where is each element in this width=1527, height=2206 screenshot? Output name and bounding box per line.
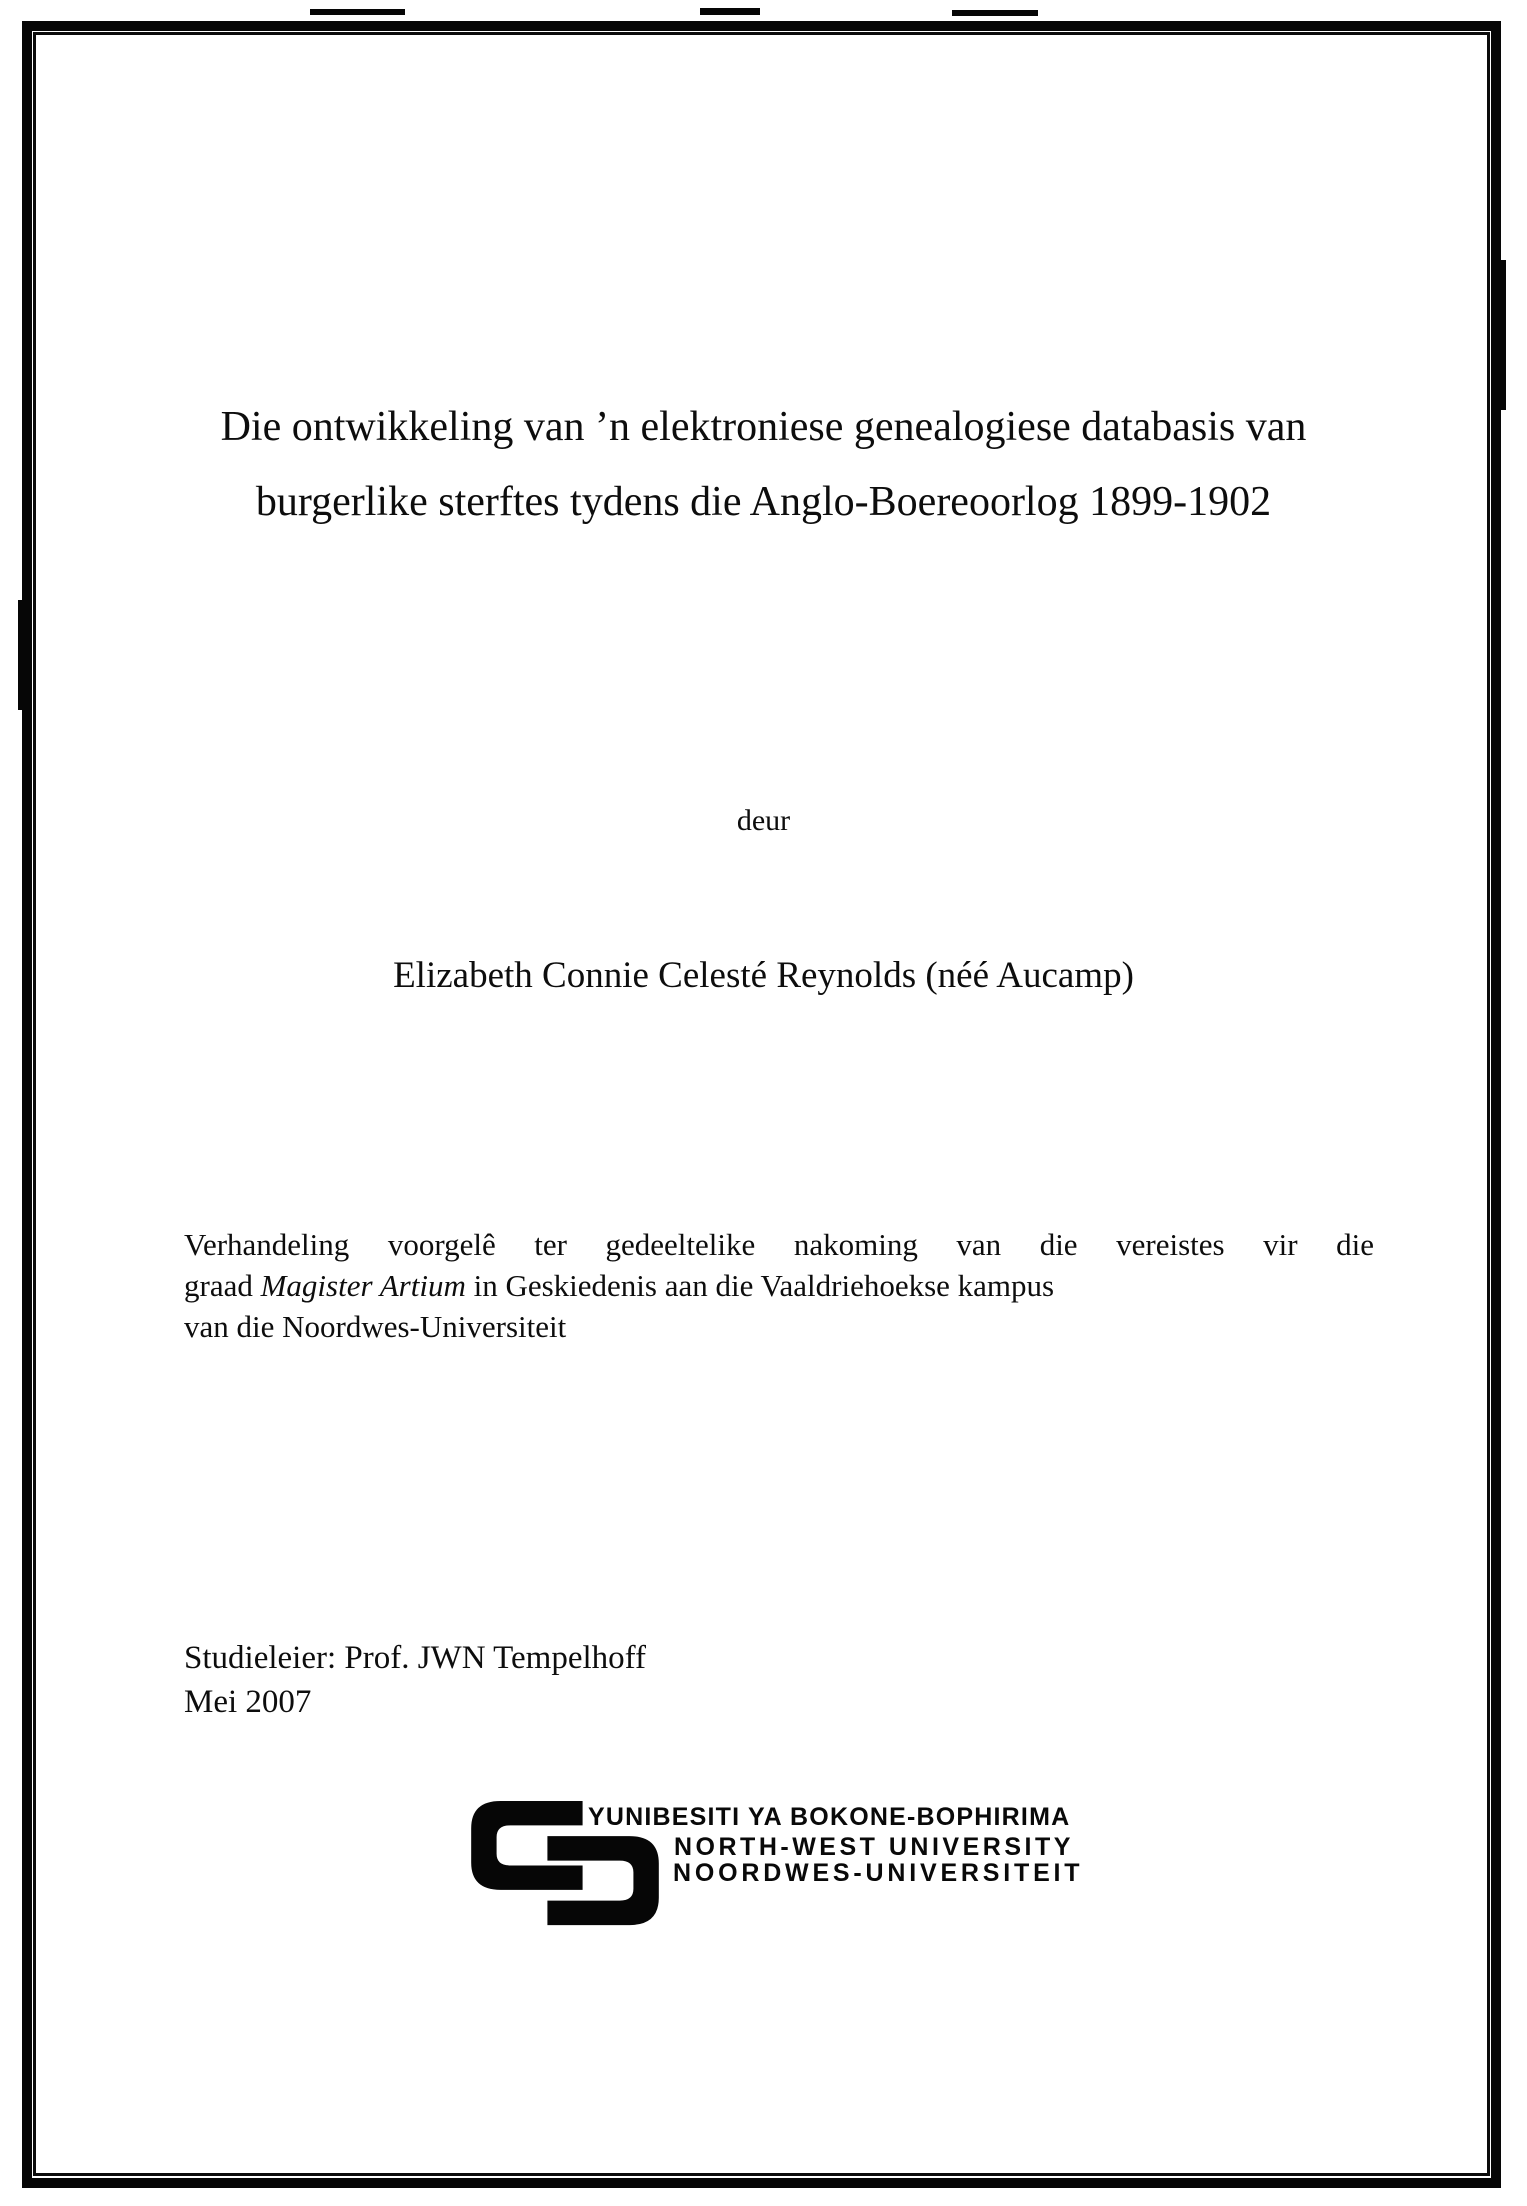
degree-statement-line2-prefix: graad xyxy=(184,1268,261,1303)
degree-statement-line2 xyxy=(184,1265,1374,1306)
degree-statement xyxy=(184,1224,1374,1347)
logo-text-setswana: YUNIBESITI YA BOKONE-BOPHIRIMA xyxy=(588,1803,1071,1831)
scan-artifact xyxy=(1494,260,1506,410)
scan-artifact xyxy=(18,600,32,710)
thesis-title-line1: Die ontwikkeling van ’n elektroniese genealogiese databasis van xyxy=(220,404,1307,450)
university-logo xyxy=(467,1799,1107,1939)
byline-deur: deur xyxy=(736,804,791,837)
scan-artifact xyxy=(952,10,1038,16)
degree-statement-line2-suffix: in Geskiedenis aan die Vaaldriehoekse kampus xyxy=(465,1268,1055,1303)
logo-text-english: NORTH-WEST UNIVERSITY xyxy=(674,1833,1074,1861)
degree-name-italic: Magister Artium xyxy=(260,1268,466,1303)
supervisor-line: Studieleier: Prof. JWN Tempelhoff xyxy=(184,1640,647,1676)
degree-statement-line1: Verhandeling voorgelê ter gedeeltelike nakoming van die vereistes vir die xyxy=(184,1227,1374,1262)
logo-text-afrikaans: NOORDWES-UNIVERSITEIT xyxy=(673,1859,1084,1887)
scan-artifact xyxy=(700,8,760,15)
author-name: Elizabeth Connie Celesté Reynolds (néé Aucamp) xyxy=(393,955,1134,996)
thesis-title xyxy=(80,390,1447,540)
degree-statement-line3: van die Noordwes-Universiteit xyxy=(184,1309,567,1344)
thesis-title-line2: burgerlike sterftes tydens die Anglo-Boereoorlog 1899-1902 xyxy=(255,479,1272,525)
date-line: Mei 2007 xyxy=(184,1684,312,1720)
scan-artifact xyxy=(310,9,405,15)
